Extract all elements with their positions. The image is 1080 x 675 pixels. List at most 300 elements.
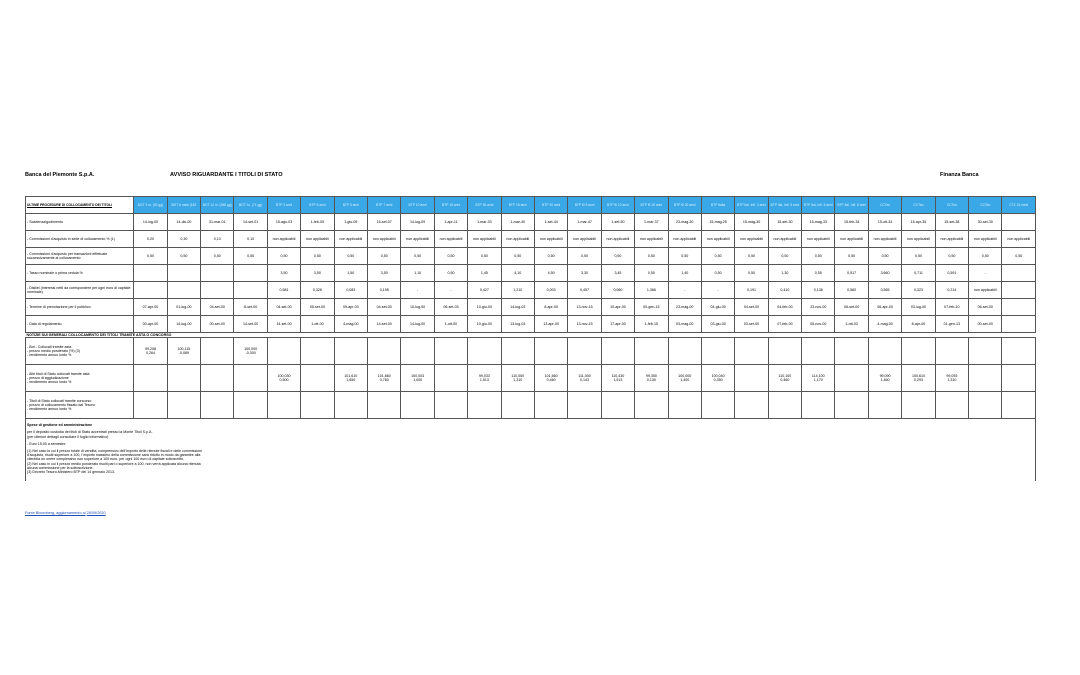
table-cell: 10-apr-00 — [601, 299, 634, 316]
table-cell: 23-mag-00 — [668, 299, 701, 316]
table-cell: 00-set-00 — [201, 316, 234, 333]
column-header: BOT 3 m. (92 gg) — [134, 197, 167, 214]
table-cell: 0,195 — [368, 282, 401, 299]
table-cell: 0,50 — [701, 265, 734, 282]
table-cell: 0,410 — [768, 282, 801, 299]
row-label: - Scadenza/godimento — [26, 214, 134, 231]
row-label: - Disiliei (Interessi netti da corrispondere per ogni euro di capitale nominale) — [26, 282, 134, 299]
row-label: - Altri titoli di Stato collocati tramite asta - prezzo di aggiudicazione - rendimento annuo lordo % — [26, 365, 134, 392]
table-cell — [301, 392, 334, 419]
table-cell: 06-set-03 — [434, 299, 467, 316]
table-cell: 04-feb-00 — [768, 299, 801, 316]
table-cell — [401, 338, 434, 365]
table-cell: 0,50 — [601, 248, 634, 265]
table-cell: 0,50 — [568, 248, 601, 265]
table-cell — [234, 392, 267, 419]
table-cell: 0,50 — [167, 248, 200, 265]
table-cell — [267, 392, 300, 419]
table-cell: 0,50 — [868, 248, 901, 265]
table-cell — [234, 282, 267, 299]
table-cell — [1002, 316, 1036, 333]
table-cell: 0,30 — [167, 231, 200, 248]
table-cell — [1002, 299, 1036, 316]
table-cell: 100,040 0,350 — [701, 365, 734, 392]
table-cell — [334, 392, 367, 419]
row-label: - Titoli di Stato collocati tramite concorso - prezzo di collocamento fissato dal Tesoro - rendimento annuo lordo % — [26, 392, 134, 419]
table-cell: 3,660 — [868, 265, 901, 282]
table-cell: non applicabili — [969, 231, 1002, 248]
table-cell: 14-dic-00 — [167, 214, 200, 231]
table-cell: 1-set-44 — [534, 214, 567, 231]
table-cell — [368, 392, 401, 419]
note-paragraph: per il deposito custodia dei titoli di Stato accentrati presso la Monte Titoli S.p.A. (per ulteriori dettagli consultare il foglio informativo) — [27, 430, 153, 439]
table-cell: non applicabili — [735, 231, 768, 248]
table-cell — [868, 338, 901, 365]
table-cell: 13-nov-15 — [568, 299, 601, 316]
table-cell: 1-giu-05 — [334, 214, 367, 231]
table-cell: 0,50 — [501, 248, 534, 265]
table-cell — [868, 392, 901, 419]
column-header: CCTeu — [902, 197, 935, 214]
table-cell — [134, 365, 167, 392]
table-cell — [201, 338, 234, 365]
table-cell — [568, 338, 601, 365]
table-cell: 0,10 — [201, 231, 234, 248]
table-cell: 15-mag-33 — [802, 214, 835, 231]
table-cell — [468, 392, 501, 419]
table-cell — [167, 265, 200, 282]
table-row — [26, 282, 1036, 299]
table-cell: 14-lug-00 — [134, 214, 167, 231]
row-label: - Commissioni d'acquisto in sede di collocamento % (1) — [26, 231, 134, 248]
data-source — [25, 511, 106, 515]
table-cell: 0,50 — [969, 248, 1002, 265]
notes — [26, 419, 1036, 482]
table-row — [26, 365, 1036, 392]
table-cell: 07-feb-10 — [935, 299, 968, 316]
table-cell: non applicabili — [468, 231, 501, 248]
column-header: BTP Ital. Infl. 8 anni — [835, 197, 868, 214]
table-cell: 1,30 — [768, 265, 801, 282]
table-cell: 0,50 — [401, 248, 434, 265]
table-cell — [301, 365, 334, 392]
table-cell: 8-apr-00 — [534, 299, 567, 316]
table-cell: 0,50 — [234, 248, 267, 265]
column-header: BTP 5 anni — [301, 197, 334, 214]
source-link[interactable]: Fonte Bloomberg, aggiornamento al — [25, 511, 86, 515]
table-cell: non applicabili — [434, 231, 467, 248]
table-cell: 0,326 — [301, 282, 334, 299]
table-cell: 0,50 — [434, 248, 467, 265]
table-cell: 0,136 — [802, 282, 835, 299]
table-cell — [1002, 365, 1036, 392]
table-cell: 0,50 — [1002, 248, 1036, 265]
table-cell: 0,50 — [902, 248, 935, 265]
table-cell: 15-apr-35 — [902, 214, 935, 231]
table-cell: 00-set-00 — [969, 316, 1002, 333]
table-cell: 0,50 — [635, 265, 668, 282]
table-cell: 1,40 — [668, 265, 701, 282]
table-cell — [434, 338, 467, 365]
table-cell: 07-apr-00 — [134, 299, 167, 316]
table-cell — [134, 265, 167, 282]
table-cell — [802, 392, 835, 419]
table-cell: 04-giu-00 — [701, 299, 734, 316]
note-paragraph: Spese di gestione ed amministrazione — [27, 423, 93, 428]
table-cell: 1,45 — [468, 265, 501, 282]
table-cell: 0,50 — [267, 248, 300, 265]
table-cell — [468, 338, 501, 365]
table-cell: 0,560 — [835, 282, 868, 299]
column-header: BTP Ital. Infl. 4 anni — [735, 197, 768, 214]
table-cell — [735, 338, 768, 365]
table-cell: 15-set-30 — [768, 214, 801, 231]
table-cell — [601, 392, 634, 419]
table-cell: 0,50 — [434, 265, 467, 282]
table-cell: non applicabili — [568, 231, 601, 248]
table-cell: 110,050 1,310 — [501, 365, 534, 392]
table-cell: 0,50 — [468, 248, 501, 265]
column-header: BTP 10 anni — [401, 197, 434, 214]
table-cell: 0,50 — [935, 248, 968, 265]
table-cell: 99,350 0,130 — [635, 365, 668, 392]
table-cell: 3,30 — [568, 265, 601, 282]
table-cell — [902, 392, 935, 419]
table-cell — [969, 365, 1002, 392]
table-cell: 04-set-00 — [201, 299, 234, 316]
table-cell: 1-ott-00 — [434, 316, 467, 333]
table-cell: 17-apr-00 — [601, 316, 634, 333]
table-cell: non applicabili — [935, 231, 968, 248]
table-cell: 101,610 1,650 — [334, 365, 367, 392]
table-cell — [768, 392, 801, 419]
table-cell — [267, 338, 300, 365]
table-cell: 03-mag-00 — [668, 316, 701, 333]
table-cell: - — [401, 282, 434, 299]
table-cell: 100,115 -0,089 — [167, 338, 200, 365]
table-cell: 0,191 — [735, 282, 768, 299]
table-cell: non applicabili — [601, 231, 634, 248]
table-cell: - — [434, 282, 467, 299]
table-cell: 4-mag-00 — [868, 316, 901, 333]
table-cell: 15-ott-34 — [868, 214, 901, 231]
table-cell: 99,208 0,264 — [134, 338, 167, 365]
table-cell: 101,660 0,460 — [534, 365, 567, 392]
table-cell: 0,50 — [835, 248, 868, 265]
table-cell: 15-set-07 — [368, 214, 401, 231]
table-cell: - — [701, 282, 734, 299]
table-cell: 15-mag-30 — [735, 214, 768, 231]
table-cell — [201, 392, 234, 419]
table-cell: 0,711 — [902, 265, 935, 282]
table-cell — [735, 365, 768, 392]
table-cell: 0,20 — [134, 231, 167, 248]
table-cell: 0,50 — [635, 248, 668, 265]
table-cell: 99,090 1,460 — [868, 365, 901, 392]
table-cell: 14-set-00 — [234, 316, 267, 333]
notes-row — [26, 419, 1036, 482]
department-label: Finanza Banca — [940, 172, 979, 178]
table-cell: 8-apr-00 — [902, 316, 935, 333]
document-title: AVVISO RIGUARDANTE I TITOLI DI STATO — [170, 172, 283, 178]
table-cell — [301, 338, 334, 365]
table-cell: 1,50 — [334, 265, 367, 282]
table-cell — [701, 338, 734, 365]
table-cell: non applicabili — [802, 231, 835, 248]
table-cell: 04-set-00 — [735, 299, 768, 316]
table-cell: 03-giu-00 — [701, 316, 734, 333]
table-cell: 05-set-00 — [301, 299, 334, 316]
table-cell: 100,000 1,400 — [668, 365, 701, 392]
table-cell: non applicabili — [668, 231, 701, 248]
table-cell: 1,10 — [401, 265, 434, 282]
table-cell: 0,50 — [768, 248, 801, 265]
table-cell: 110,100 0,460 — [768, 365, 801, 392]
table-cell — [234, 365, 267, 392]
row-label: - Commissioni d'acquisto per transazioni effettuate successivamente al collocamento — [26, 248, 134, 265]
table-cell: 03-lug-00 — [902, 299, 935, 316]
table-cell: 03-set-00 — [735, 316, 768, 333]
table-cell: 0,50 — [334, 248, 367, 265]
column-header: CCTeu — [969, 197, 1002, 214]
table-cell — [601, 338, 634, 365]
column-header: BTP €i 30 anni — [668, 197, 701, 214]
table-cell: 3,50 — [368, 265, 401, 282]
table-cell — [902, 338, 935, 365]
table-cell — [735, 392, 768, 419]
column-header: BTP Italia — [701, 197, 734, 214]
column-header: BTP Ital. Infl. 6 anni — [802, 197, 835, 214]
table-cell: 0,50 — [134, 248, 167, 265]
row-label: - Tasso nominale o prima cedola % — [26, 265, 134, 282]
table-cell: 0,323 — [902, 282, 935, 299]
table-cell: - — [969, 265, 1002, 282]
table-cell: non applicabili — [902, 231, 935, 248]
table-cell — [568, 392, 601, 419]
column-header: BOT f.c. (71 gg) — [234, 197, 267, 214]
column-header: CCTeu — [868, 197, 901, 214]
table-cell: 31-mar-01 — [201, 214, 234, 231]
table-cell: 1-apr-11 — [434, 214, 467, 231]
table-cell: 01-gen-13 — [935, 316, 968, 333]
column-header: CTZ 24 mesi — [1002, 197, 1036, 214]
table-cell: non applicabili — [868, 231, 901, 248]
table-row — [26, 231, 1036, 248]
table-cell — [234, 265, 267, 282]
table-cell: 8-set-00 — [234, 299, 267, 316]
table-row — [26, 214, 1036, 231]
table-cell: 0,55 — [802, 265, 835, 282]
table-cell — [635, 338, 668, 365]
table-cell: 00-gen-15 — [635, 299, 668, 316]
table-cell: 13-lug-03 — [501, 316, 534, 333]
table-row — [26, 338, 1036, 365]
table-cell: 100,000 -0,300 — [234, 338, 267, 365]
table-cell: non applicabili — [301, 231, 334, 248]
table-cell — [167, 282, 200, 299]
table-cell — [534, 338, 567, 365]
table-cell — [501, 338, 534, 365]
column-header: BOT 12 m. (365 gg) — [201, 197, 234, 214]
table-cell: 111,000 0,143 — [568, 365, 601, 392]
table-cell: 04-set-00 — [368, 299, 401, 316]
bank-name: Banca del Piemonte S.p.A. — [25, 172, 95, 178]
table-cell — [668, 392, 701, 419]
table-cell — [701, 392, 734, 419]
table-cell: 06-apr-00 — [868, 299, 901, 316]
table-cell: 23-nov-00 — [802, 299, 835, 316]
table-cell — [201, 265, 234, 282]
table-cell: 1-mar-33 — [468, 214, 501, 231]
table-cell: 1-ott-03 — [835, 316, 868, 333]
table-cell — [167, 392, 200, 419]
column-header: BTP 15 anni — [434, 197, 467, 214]
table-cell — [134, 282, 167, 299]
table-cell: 1,210 — [501, 282, 534, 299]
table-cell: 1-mar-37 — [635, 214, 668, 231]
table-row — [26, 248, 1036, 265]
table-cell: 4,50 — [534, 265, 567, 282]
table-cell: 30-set-30 — [969, 214, 1002, 231]
table-cell: non applicabili — [534, 231, 567, 248]
corner-label: ULTIME PROCEDURE DI COLLOCAMENTO DEI TITOLI — [26, 197, 134, 214]
table-cell: non applicabili — [401, 231, 434, 248]
column-header: BTP 30 anni — [468, 197, 501, 214]
table-cell: 1-feb-05 — [301, 214, 334, 231]
table-cell: 0,50 — [201, 248, 234, 265]
table-cell — [969, 338, 1002, 365]
table-cell — [935, 392, 968, 419]
table-cell — [1002, 282, 1036, 299]
table-cell: non applicabili — [701, 231, 734, 248]
row-label: - Termine di prenotazione per il pubblico — [26, 299, 134, 316]
table-cell: 0,50 — [368, 248, 401, 265]
table-cell: 0,214 — [935, 282, 968, 299]
table-cell: 3,50 — [301, 265, 334, 282]
table-cell: 07-feb-00 — [768, 316, 801, 333]
table-cell — [401, 392, 434, 419]
column-header: BTP 20 anni — [534, 197, 567, 214]
table-cell — [501, 392, 534, 419]
column-header: BTP 7 anni — [368, 197, 401, 214]
table-cell: 0,517 — [835, 265, 868, 282]
table-cell: 14-lug-00 — [401, 316, 434, 333]
table-cell: 15-ago-03 — [267, 214, 300, 231]
table-cell: non applicabili — [768, 231, 801, 248]
column-header: BTP 5 anni — [334, 197, 367, 214]
table-cell: 100,030 0,500 — [267, 365, 300, 392]
table-cell: 14-set-01 — [234, 214, 267, 231]
table-cell: 0,50 — [735, 248, 768, 265]
table-cell: - — [668, 282, 701, 299]
table-cell: 1-mar-47 — [568, 214, 601, 231]
header-row — [26, 197, 1036, 214]
table-row — [26, 265, 1036, 282]
table-cell: 23-mag-30 — [668, 214, 701, 231]
table-cell — [534, 392, 567, 419]
table-cell: 10-giu-00 — [468, 299, 501, 316]
table-cell: 10-giu-00 — [468, 316, 501, 333]
table-cell — [835, 365, 868, 392]
table-cell: 1,366 — [635, 282, 668, 299]
table-cell: 0,003 — [534, 282, 567, 299]
table-cell: 110,430 1,513 — [601, 365, 634, 392]
table-cell — [1002, 392, 1036, 419]
table-cell: 3,45 — [601, 265, 634, 282]
table-cell: 0,565 — [868, 282, 901, 299]
table-row — [26, 299, 1036, 316]
table-cell: 04-set-00 — [267, 299, 300, 316]
table-cell — [835, 338, 868, 365]
note-paragraph: - Euro 15,00 a semestre — [27, 441, 66, 446]
table-cell: 0,457 — [568, 282, 601, 299]
table-cell — [368, 338, 401, 365]
table-cell — [201, 365, 234, 392]
table-cell: 14-lug-00 — [167, 316, 200, 333]
row-label: - Data di regolamento — [26, 316, 134, 333]
table-cell — [134, 392, 167, 419]
table-cell — [167, 365, 200, 392]
table-cell — [1002, 214, 1036, 231]
column-header: BTP €i 15 anni — [635, 197, 668, 214]
table-cell — [668, 338, 701, 365]
table-cell — [935, 338, 968, 365]
table-cell — [201, 282, 234, 299]
titoli-table — [25, 196, 1036, 481]
table-cell: 06-set-00 — [969, 299, 1002, 316]
table-cell — [434, 365, 467, 392]
table-cell: 14-set-00 — [267, 316, 300, 333]
source-date: 28/09/2020 — [86, 511, 106, 515]
table-cell: 15-mag-25 — [701, 214, 734, 231]
table-cell — [768, 338, 801, 365]
column-header: BTP €i 5 anni — [568, 197, 601, 214]
table-cell: non applicabili — [1002, 231, 1036, 248]
table-cell: 1-set-50 — [601, 214, 634, 231]
table-cell: 1-feb-15 — [635, 316, 668, 333]
table-cell: 0,591 — [935, 265, 968, 282]
table-cell: non applicabili — [835, 231, 868, 248]
note-paragraph: (1) Nel caso in cui il prezzo totale di vendita, comprensivo dell'importo delle ritenute fiscali e delle commissioni d'acquisto, risulti superiore a 100, l'importo massimo della commissione sarà ridotto in modo da garantire alla clientela un onere complessivo non superiore a 100 euro, per ogni 100 euro di capitale sottoscritto. (2) Nel caso in cui il prezzo medio ponderato risulti pari o superiore a 100, non verrà applicata alcuna ritenuta alcuna commissione per la sottoscrizione. (3) Decreto Tesoro-Ministero BTP del 14 gennaio 2013. — [27, 449, 202, 475]
table-cell: 3,50 — [267, 265, 300, 282]
table-row — [26, 392, 1036, 419]
table-cell: 1-mar-40 — [501, 214, 534, 231]
table-cell: 0,060 — [601, 282, 634, 299]
table-cell: 05-nov-00 — [802, 316, 835, 333]
table-cell: 0,581 — [267, 282, 300, 299]
table-cell: 0,10 — [234, 231, 267, 248]
column-header: BTP Ital. Infl. 5 anni — [768, 197, 801, 214]
table-cell: non applicabili — [267, 231, 300, 248]
table-cell: 13-nov-15 — [568, 316, 601, 333]
table-cell — [835, 392, 868, 419]
table-cell — [969, 392, 1002, 419]
table-cell: 14-set-00 — [368, 316, 401, 333]
table-cell: non applicabili — [635, 231, 668, 248]
table-cell: non applicabili — [501, 231, 534, 248]
table-cell: 15-set-38 — [935, 214, 968, 231]
table-cell: non applicabili — [334, 231, 367, 248]
row-label: - Bot - Collocati tramite asta - prezzo medio ponderato (%) (3) - rendimento annuo lordo % — [26, 338, 134, 365]
column-header: CCTeu — [935, 197, 968, 214]
table-cell: 06-set-00 — [835, 299, 868, 316]
table-cell: 0,50 — [735, 265, 768, 282]
table-cell: 0,083 — [334, 282, 367, 299]
table-cell: 13-apr-00 — [534, 316, 567, 333]
table-cell — [635, 392, 668, 419]
table-cell: 100,610 0,293 — [902, 365, 935, 392]
column-header: BTP €i 10 anni — [601, 197, 634, 214]
